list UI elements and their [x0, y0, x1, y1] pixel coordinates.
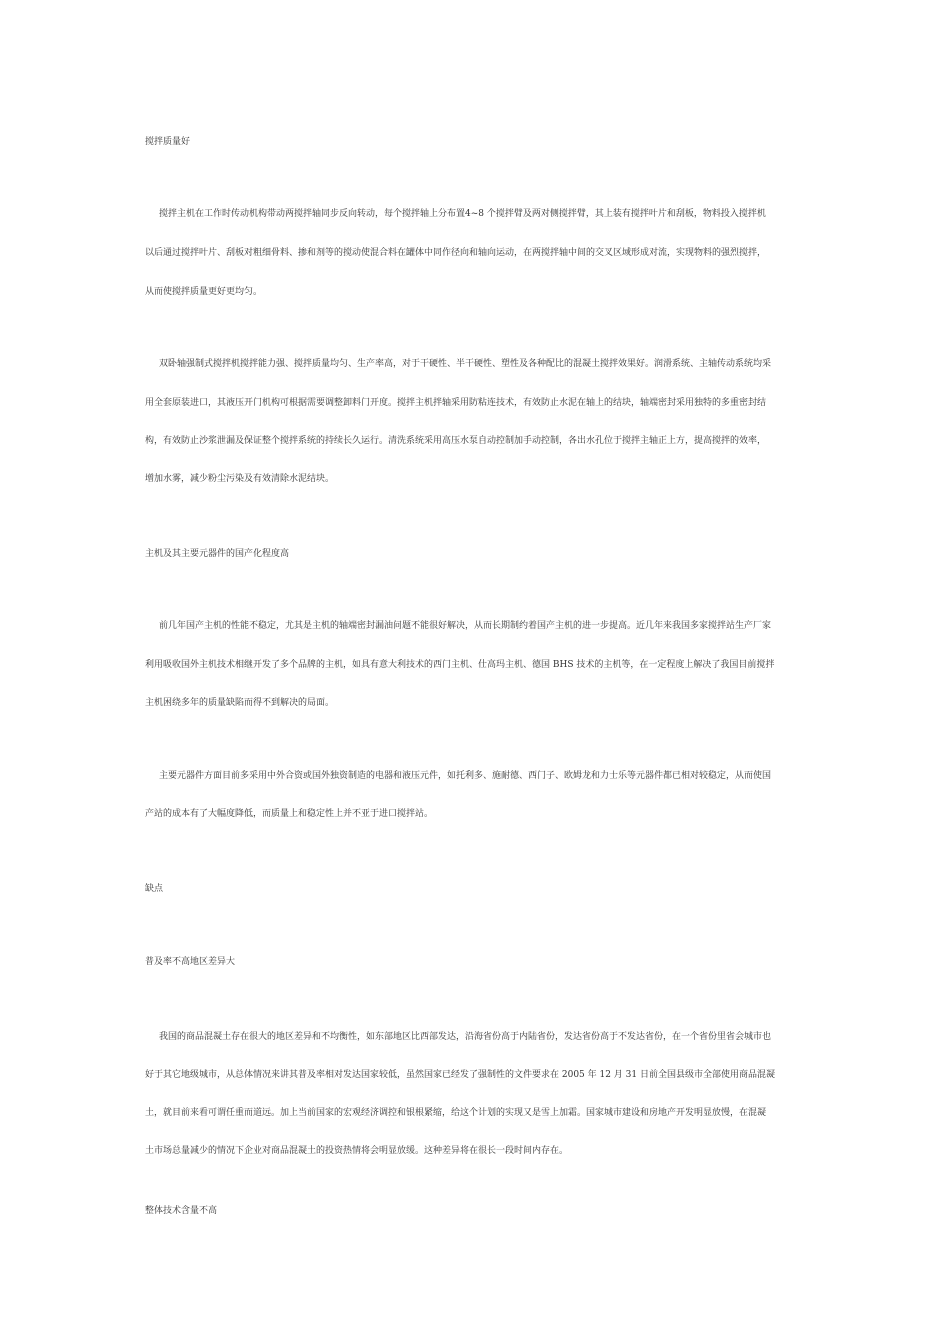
paragraph-line: 增加水雾，减少粉尘污染及有效清除水泥结块。	[145, 474, 335, 484]
paragraph-line: 我国的商品混凝土存在很大的地区差异和不均衡性，如东部地区比西部发达，沿海省份高于内陆省份，发达省份高于不发达省份，在一个省份里省会城市也	[159, 1032, 772, 1042]
section-heading-technical-content: 整体技术含量不高	[145, 1206, 218, 1216]
paragraph-line: 前几年国产主机的性能不稳定，尤其是主机的轴端密封漏油问题不能很好解决，从而长期制约着国产主机的进一步提高。近几年来我国多家搅拌站生产厂家	[159, 621, 772, 631]
paragraph-line: 土，就目前来看可谓任重而道远。加上当前国家的宏观经济调控和银根紧缩，给这个计划的实现又是雪上加霜。国家城市建设和房地产开发明显放慢，在混凝	[145, 1108, 767, 1118]
paragraph-line: 以后通过搅拌叶片、刮板对粗细骨料、掺和剂等的搅动使混合料在罐体中同作径向和轴向运动，在两搅拌轴中间的交叉区域形成对流，实现物料的强烈搅拌，	[145, 248, 767, 258]
paragraph-line: 构，有效防止沙浆泄漏及保证整个搅拌系统的持续长久运行。清洗系统采用高压水泵自动控制加手动控制，各出水孔位于搅拌主轴正上方，提高搅拌的效率，	[145, 436, 767, 446]
paragraph-line: 搅拌主机在工作时传动机构带动两搅拌轴同步反向转动，每个搅拌轴上分布置4~8 个搅拌臂及两对侧搅拌臂，其上装有搅拌叶片和刮板，物料投入搅拌机	[159, 209, 766, 219]
paragraph-line: 好于其它地级城市，从总体情况来讲其普及率相对发达国家较低，虽然国家已经发了强制性的文件要求在 2005 年 12 月 31 日前全国县级市全部使用商品混凝	[145, 1070, 775, 1080]
paragraph-line: 主要元器件方面目前多采用中外合资或国外独资制造的电器和液压元件，如托利多、施耐德、西门子、欧姆龙和力士乐等元器件都已相对较稳定，从而使国	[159, 771, 772, 781]
paragraph-line: 双卧轴强制式搅拌机搅拌能力强、搅拌质量均匀、生产率高，对于干硬性、半干硬性、塑性及各种配比的混凝土搅拌效果好。润滑系统、主轴传动系统均采	[159, 359, 772, 369]
paragraph-line: 利用吸收国外主机技术相继开发了多个品牌的主机，如具有意大利技术的西门主机、仕高玛主机、德国 BHS 技术的主机等，在一定程度上解决了我国目前搅拌	[145, 660, 775, 670]
paragraph-line: 土市场总量减少的情况下企业对商品混凝土的投资热情将会明显放缓。这种差异将在很长一段时间内存在。	[145, 1146, 569, 1156]
section-heading-regional-difference: 普及率不高地区差异大	[145, 957, 236, 967]
section-heading-localization: 主机及其主要元器件的国产化程度高	[145, 549, 290, 559]
paragraph-line: 用全套原装进口，其液压开门机构可根据需要调整卸料门开度。搅拌主机拌轴采用防粘连技术，有效防止水泥在轴上的结块，轴端密封采用独特的多重密封结	[145, 398, 767, 408]
paragraph-line: 从而使搅拌质量更好更均匀。	[145, 287, 263, 297]
paragraph-line: 产站的成本有了大幅度降低，而质量上和稳定性上并不亚于进口搅拌站。	[145, 809, 434, 819]
section-heading-disadvantages: 缺点	[145, 884, 164, 894]
section-heading-mixing-quality: 搅拌质量好	[145, 137, 191, 147]
paragraph-line: 主机困绕多年的质量缺陷而得不到解决的局面。	[145, 698, 335, 708]
